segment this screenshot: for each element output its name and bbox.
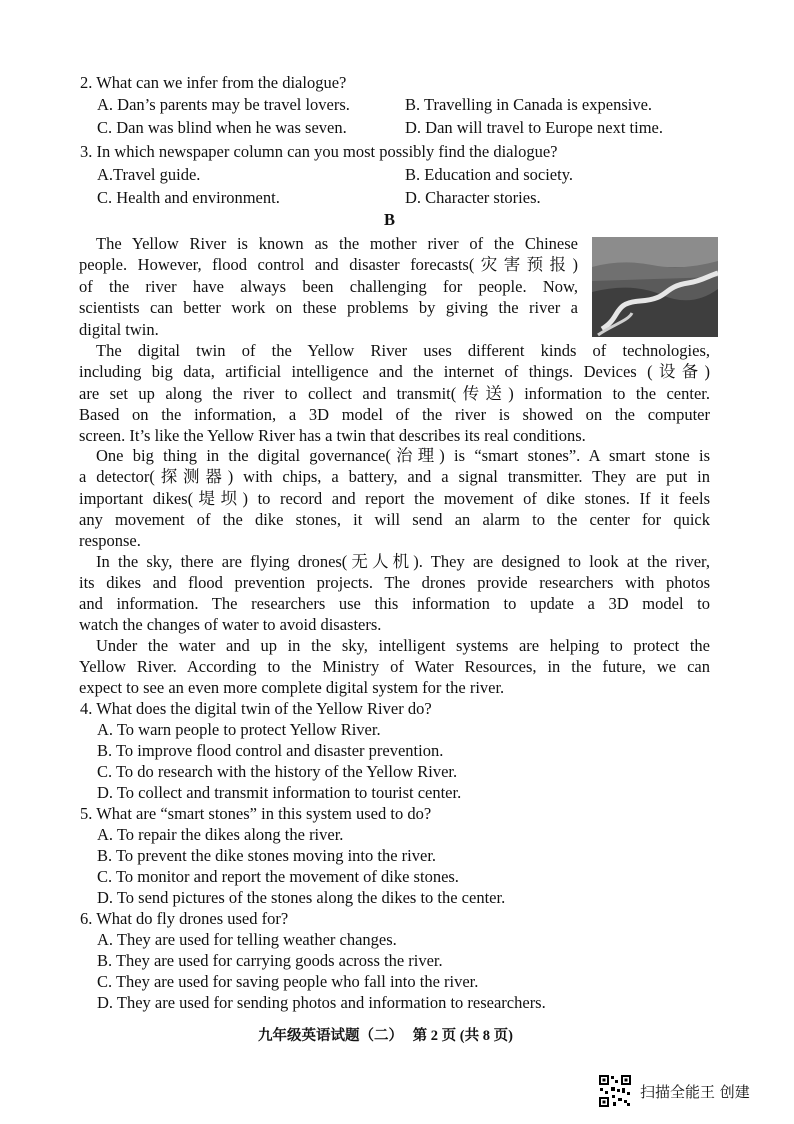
passage-p1-line1: The Yellow River is known as the mother river of the Chinese	[96, 234, 578, 253]
passage-p2-line4: Based on the information, a 3D model of the river is showed on the computer	[79, 405, 710, 424]
question-5-option-b: B. To prevent the dike stones moving into the river.	[97, 846, 437, 865]
question-3-option-d: D. Character stories.	[405, 188, 541, 207]
passage-p1-line5: digital twin.	[79, 320, 159, 339]
question-4-option-a: A. To warn people to protect Yellow River.	[97, 720, 381, 739]
passage-p4-line4: watch the changes of water to avoid disasters.	[79, 615, 382, 634]
passage-p3-line5: response.	[79, 531, 141, 550]
passage-p4-line3: and information. The researchers use this information to update a 3D model to	[79, 594, 710, 613]
river-landscape-icon	[592, 237, 718, 337]
qr-code-icon	[598, 1074, 632, 1108]
question-3-option-b: B. Education and society.	[405, 165, 574, 184]
question-6-option-b: B. They are used for carrying goods across the river.	[97, 951, 443, 970]
question-5-stem: 5. What are “smart stones” in this system used to do?	[80, 804, 432, 823]
passage-p5-line1: Under the water and up in the sky, intelligent systems are helping to protect the	[96, 636, 710, 655]
question-6-option-c: C. They are used for saving people who fall into the river.	[97, 972, 479, 991]
page-footer	[258, 1024, 519, 1045]
section-letter: B	[384, 210, 396, 229]
passage-p5-line3: expect to see an even more complete digital system for the river.	[79, 678, 505, 697]
question-4-option-d: D. To collect and transmit information to tourist center.	[97, 783, 462, 802]
passage-p3-line2: a detector(探测器) with chips, a battery, and a signal transmitter. They are put in	[79, 467, 710, 486]
passage-p4-line1: In the sky, there are flying drones(无人机). They are designed to look at the river,	[96, 552, 710, 571]
passage-p4-line2: its dikes and flood prevention projects. The drones provide researchers with photos	[79, 573, 710, 592]
question-6-stem: 6. What do fly drones used for?	[80, 909, 289, 928]
question-6-option-a: A. They are used for telling weather changes.	[97, 930, 397, 949]
scanner-label: 扫描全能王 创建	[640, 1082, 750, 1101]
passage-p3-line3: important dikes(堤坝) to record and report the movement of dike stones. If it feels	[79, 489, 710, 508]
question-3-option-c: C. Health and environment.	[97, 188, 280, 207]
question-2-option-b: B. Travelling in Canada is expensive.	[405, 95, 653, 114]
question-5-option-d: D. To send pictures of the stones along the dikes to the center.	[97, 888, 506, 907]
question-6-option-d: D. They are used for sending photos and information to researchers.	[97, 993, 546, 1012]
passage-p1-line4: scientists can better work on these problems by giving the river a	[79, 298, 578, 317]
passage-p2-line1: The digital twin of the Yellow River uses different kinds of technologies,	[96, 341, 710, 360]
passage-p2-line3: are set up along the river to collect and transmit(传送) information to the center.	[79, 384, 710, 403]
question-3-stem: 3. In which newspaper column can you most possibly find the dialogue?	[80, 142, 558, 161]
page-number: 第 2 页 (共 8 页)	[412, 1028, 513, 1044]
question-5-option-c: C. To monitor and report the movement of dike stones.	[97, 867, 459, 886]
scanner-watermark	[598, 1074, 750, 1108]
question-5-option-a: A. To repair the dikes along the river.	[97, 825, 344, 844]
passage-p1-line2: people. However, flood control and disaster forecasts(灾害预报)	[79, 255, 578, 274]
question-2-option-c: C. Dan was blind when he was seven.	[97, 118, 347, 137]
question-3-option-a: A.Travel guide.	[97, 165, 201, 184]
question-4-stem: 4. What does the digital twin of the Yellow River do?	[80, 699, 432, 718]
passage-p2-line5: screen. It’s like the Yellow River has a twin that describes its real conditions.	[79, 426, 586, 445]
passage-p3-line4: any movement of the dike stones, it will send an alarm to the center for quick	[79, 510, 710, 529]
yellow-river-photo	[592, 237, 718, 337]
passage-p5-line2: Yellow River. According to the Ministry of Water Resources, in the future, we can	[79, 657, 710, 676]
question-2-stem: 2. What can we infer from the dialogue?	[80, 73, 347, 92]
passage-p3-line1: One big thing in the digital governance(治理) is “smart stones”. A smart stone is	[96, 446, 710, 465]
question-4-option-c: C. To do research with the history of the Yellow River.	[97, 762, 458, 781]
passage-p1-line3: of the river have always been challenging for people. Now,	[79, 277, 578, 296]
passage-p2-line2: including big data, artificial intelligence and the internet of things. Devices (设备)	[79, 362, 710, 381]
question-2-option-a: A. Dan’s parents may be travel lovers.	[97, 95, 350, 114]
question-2-option-d: D. Dan will travel to Europe next time.	[405, 118, 663, 137]
exam-title: 九年级英语试题（二）	[258, 1028, 403, 1044]
question-4-option-b: B. To improve flood control and disaster prevention.	[97, 741, 444, 760]
